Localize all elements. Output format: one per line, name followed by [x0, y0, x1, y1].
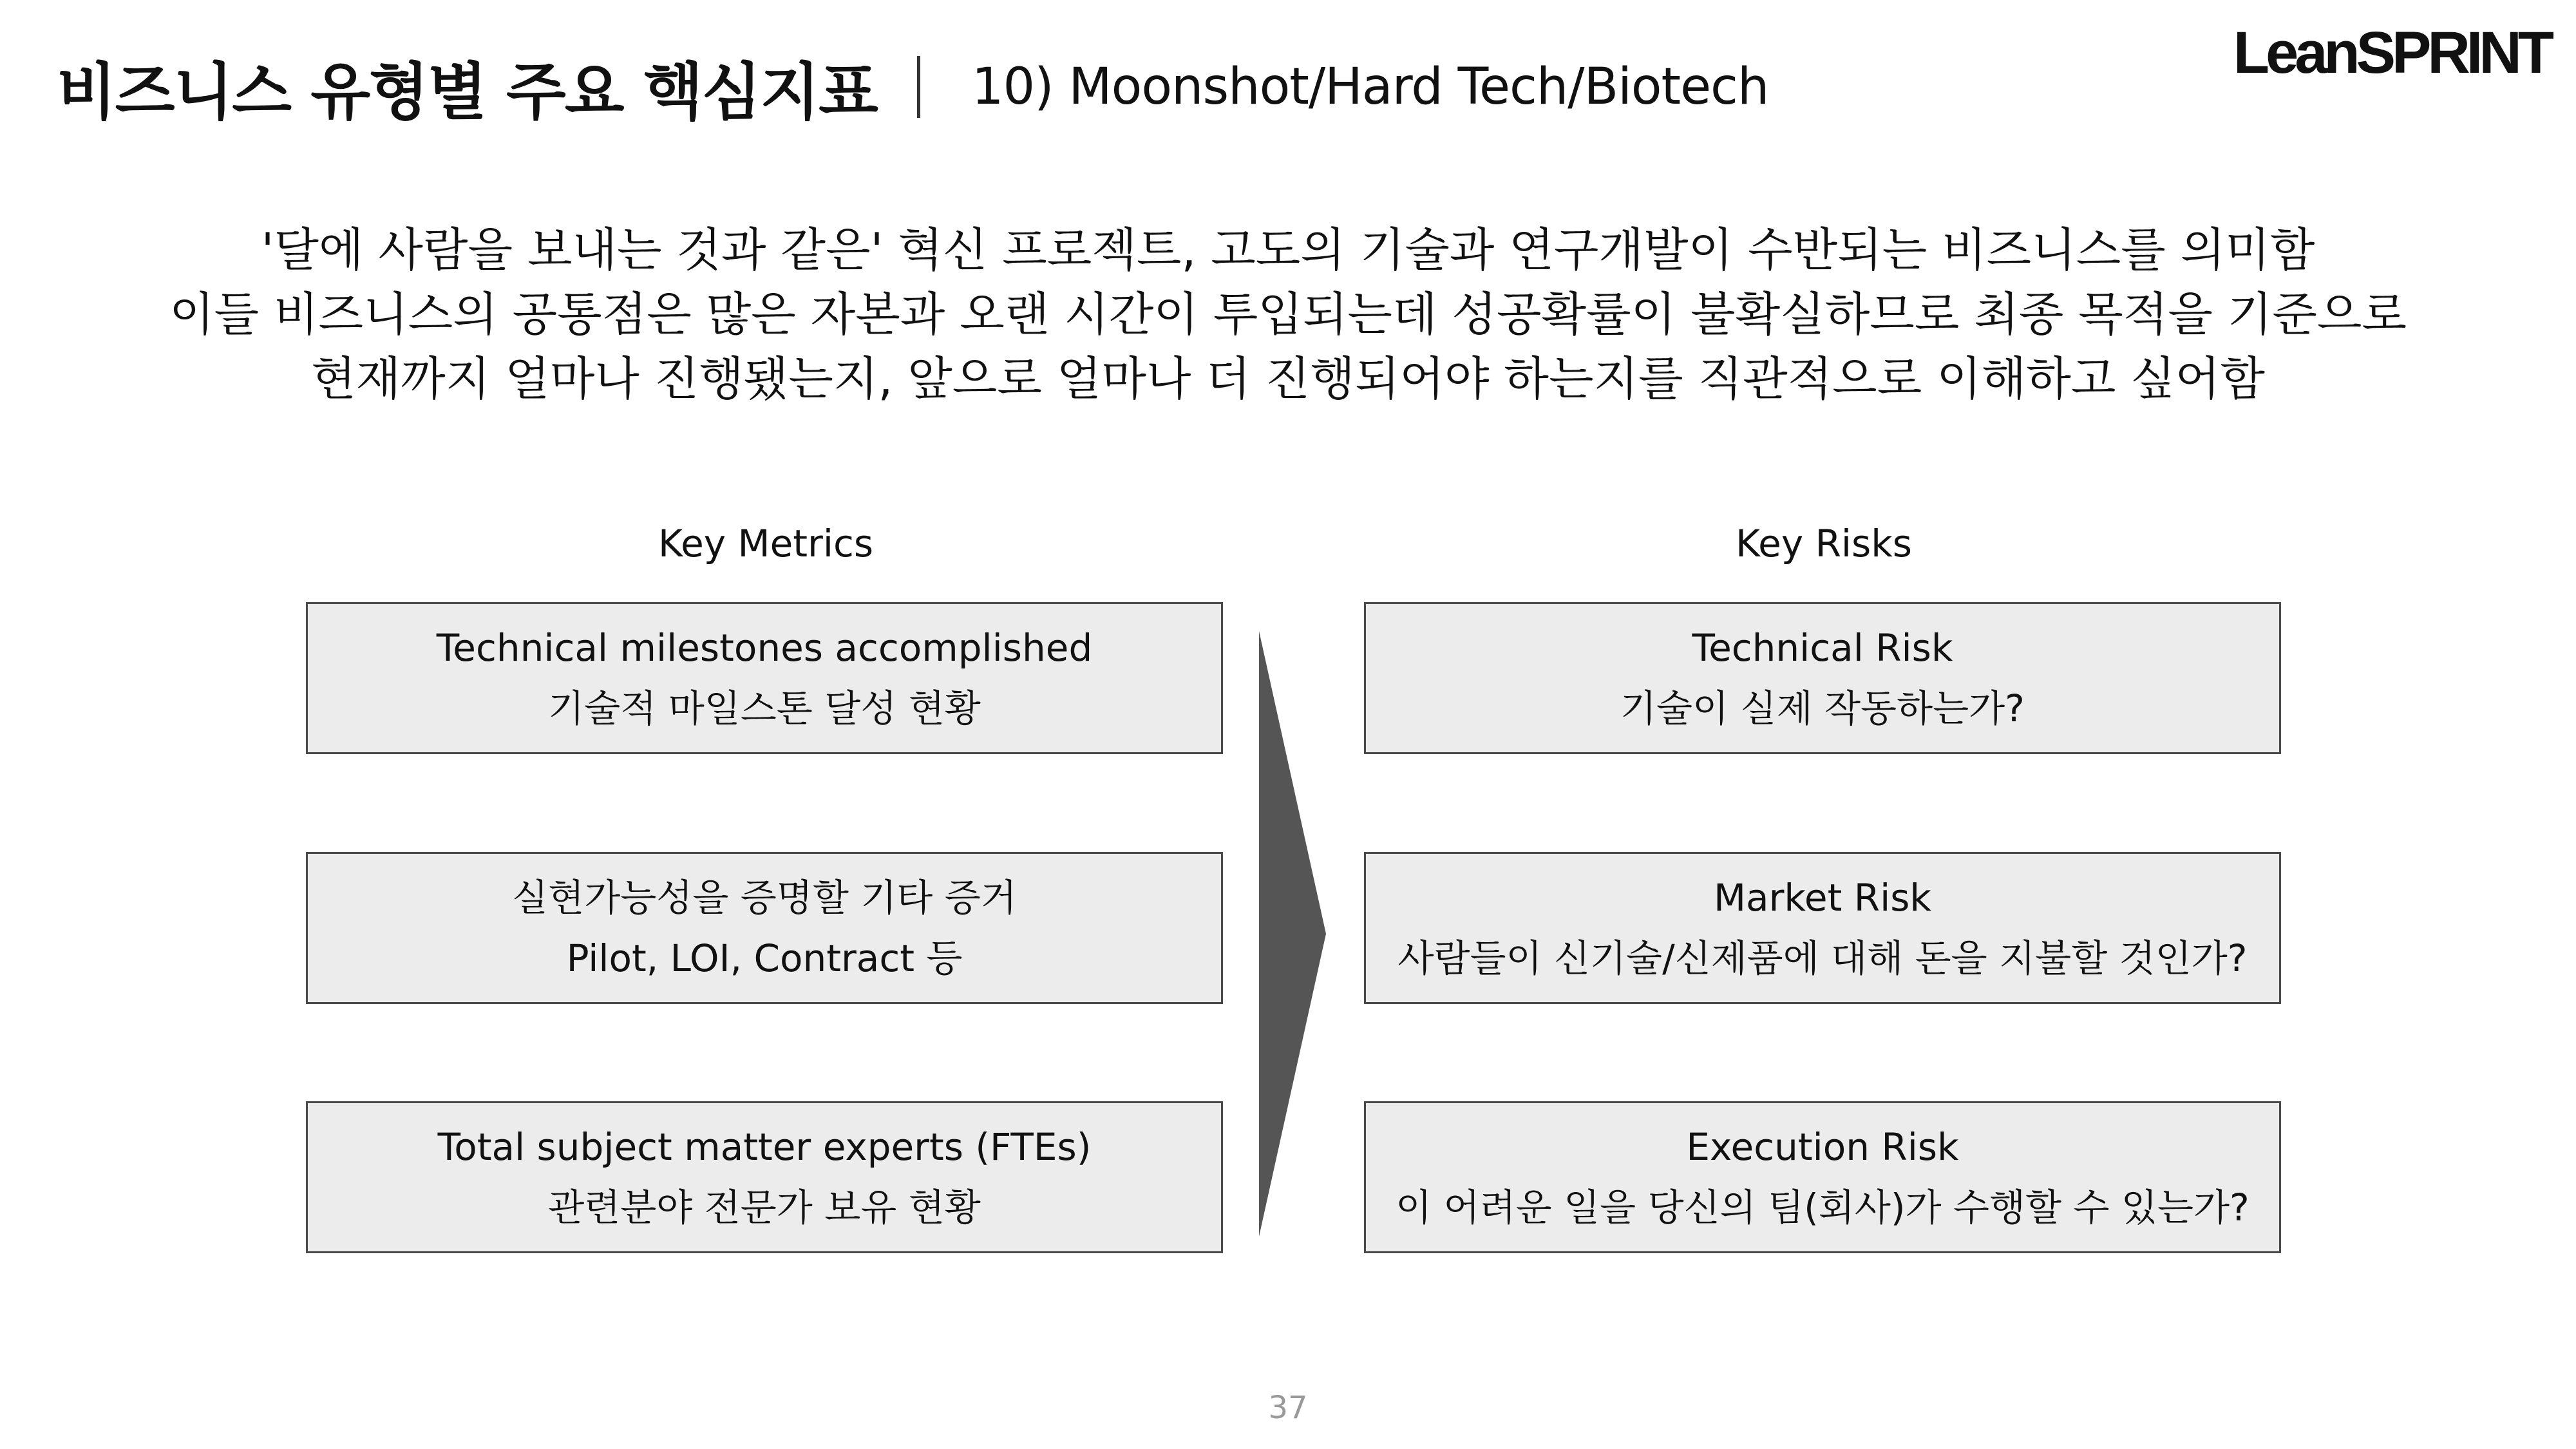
key-metrics-header: Key Metrics [658, 522, 874, 565]
risk-question: 기술이 실제 작동하는가? [1620, 687, 2025, 730]
risk-title: Execution Risk [1686, 1125, 1959, 1169]
metric-description: 기술적 마일스톤 달성 현황 [548, 687, 981, 730]
risk-box-execution [1364, 1101, 2281, 1253]
metric-title: Total subject matter experts (FTEs) [437, 1125, 1092, 1169]
title-divider [917, 56, 920, 118]
intro-line-3: 현재까지 얼마나 진행됐는지, 앞으로 얼마나 더 진행되어야 하는지를 직관적으로 이해하고 싶어함 [311, 352, 2265, 406]
intro-line-1: '달에 사람을 보내는 것과 같은' 혁신 프로젝트, 고도의 기술과 연구개발이 수반되는 비즈니스를 의미함 [261, 223, 2315, 277]
brand-logo: LeanSPRINT [2233, 20, 2550, 86]
metric-box-subject-matter-experts [306, 1101, 1223, 1253]
metric-box-technical-milestones [306, 602, 1223, 754]
risk-title: Market Risk [1713, 876, 1932, 920]
intro-text [0, 218, 2576, 411]
risk-box-market [1364, 852, 2281, 1004]
title-row [57, 45, 1768, 129]
arrow-shape [1259, 631, 1326, 1236]
metric-description: 관련분야 전문가 보유 현황 [548, 1186, 981, 1229]
intro-line-2: 이들 비즈니스의 공통점은 많은 자본과 오랜 시간이 투입되는데 성공확률이 불확실하므로 최종 목적을 기준으로 [169, 287, 2407, 341]
metric-box-feasibility-evidence [306, 852, 1223, 1004]
risk-box-technical [1364, 602, 2281, 754]
metric-title: Technical milestones accomplished [436, 626, 1093, 670]
metric-title: 실현가능성을 증명할 기타 증거 [512, 876, 1017, 920]
page-number: 37 [1268, 1390, 1308, 1426]
risk-question: 사람들이 신기술/신제품에 대해 돈을 지불할 것인가? [1397, 936, 2248, 980]
risk-title: Technical Risk [1692, 626, 1953, 670]
page-subtitle: 10) Moonshot/Hard Tech/Biotech [971, 58, 1769, 116]
page-title: 비즈니스 유형별 주요 핵심지표 [57, 55, 877, 128]
risk-question: 이 어려운 일을 당신의 팀(회사)가 수행할 수 있는가? [1396, 1186, 2249, 1229]
metric-description: Pilot, LOI, Contract 등 [566, 936, 963, 980]
key-risks-header: Key Risks [1735, 522, 1913, 565]
chevron-arrow-right-icon [1259, 631, 1330, 1236]
